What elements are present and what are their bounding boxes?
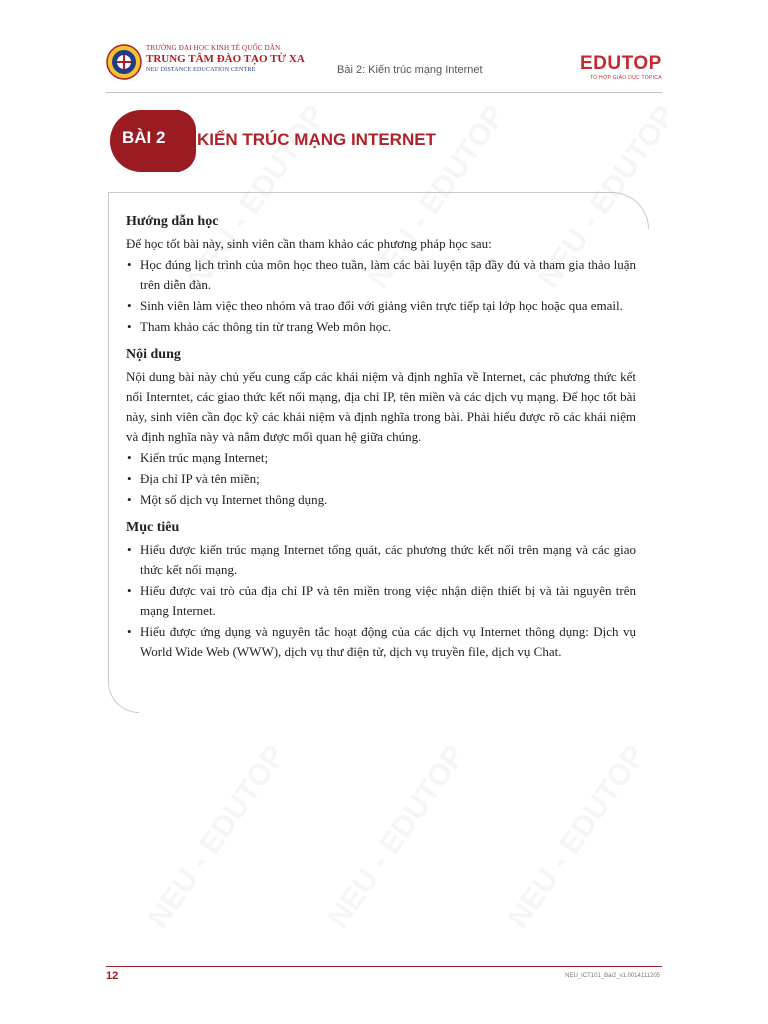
org-line3: NEU DISTANCE EDUCATION CENTRE (146, 67, 256, 73)
section-objectives (126, 518, 636, 662)
brand-subtitle: TỔ HỢP GIÁO DỤC TOPICA (589, 75, 662, 81)
bullet-icon: • (127, 298, 132, 313)
org-line2: TRUNG TÂM ĐÀO TẠO TỪ XA (146, 53, 305, 65)
lesson-number: BÀI 2 (122, 128, 166, 147)
bullet-icon: • (127, 257, 132, 272)
bullet-icon: • (127, 542, 132, 557)
list-item: • Hiểu được ứng dụng và nguyên tắc hoạt động của các dịch vụ Internet thông dụng: Dịch vụ World Wide Web (WWW), dịch vụ thư điện tử, dịch vụ truyền file, dịch vụ Chat. (127, 624, 636, 659)
section-content (126, 345, 636, 510)
lesson-title: KIẾN TRÚC MẠNG INTERNET (197, 130, 436, 149)
list-item: • Hiểu được kiến trúc mạng Internet tổng quát, các phương thức kết nối trên mạng và các giao thức kết nối mạng. (127, 542, 636, 577)
running-title: Bài 2: Kiến trúc mạng Internet (337, 64, 483, 76)
bullet-icon: • (127, 624, 132, 639)
lesson-tab-curve (176, 110, 196, 172)
list-item: • Hiểu được vai trò của địa chỉ IP và tên miền trong việc nhận diện thiết bị và tài nguyên trên mạng Internet. (127, 583, 636, 618)
bullet-list (126, 448, 636, 510)
brand-name: EDUTOP (580, 53, 662, 74)
section-heading: Mục tiêu (126, 520, 180, 535)
bullet-icon: • (127, 319, 132, 334)
bullet-icon: • (127, 450, 132, 465)
section-heading: Nội dung (126, 347, 181, 362)
header-divider (106, 92, 662, 93)
section-heading: Hướng dẫn học (126, 214, 219, 229)
brand-logo (580, 54, 662, 81)
page-number: 12 (106, 970, 119, 982)
section-guide (126, 212, 636, 337)
watermark (142, 739, 293, 934)
footer-divider (106, 966, 662, 967)
bullet-icon: • (127, 492, 132, 507)
document-code: NEU_ICT101_Bai2_v1.0014111205 (565, 973, 660, 979)
list-item: • Sinh viên làm việc theo nhóm và trao đổi với giảng viên trực tiếp tại lớp học hoặc qua email. (126, 296, 636, 316)
list-item: • Học đúng lịch trình của môn học theo tuần, làm các bài luyện tập đầy đủ và tham gia thảo luận trên diễn đàn. (127, 257, 636, 292)
section-intro: Để học tốt bài này, sinh viên cần tham khảo các phương pháp học sau: (126, 236, 492, 251)
list-item: • Một số dịch vụ Internet thông dụng. (126, 490, 636, 510)
watermark (322, 739, 473, 934)
bullet-icon: • (127, 583, 132, 598)
org-logo-text (146, 44, 305, 73)
list-item: • Tham khảo các thông tin từ trang Web môn học. (126, 317, 636, 337)
bullet-list (126, 255, 636, 337)
section-intro: Nội dung bài này chủ yếu cung cấp các khái niệm và định nghĩa về Internet, các phương thức kết nối Interntet, các giao thức kết nối mạng, địa chỉ IP, tên miền và các dịch vụ mạng. Để học tốt bài này, sinh viên cần đọc kỹ các khái niệm và định nghĩa trong bài. Phải hiểu được rõ các khái niệm và định nghĩa này và nắm được mối quan hệ giữa chúng. (126, 369, 636, 444)
org-line1: TRƯỜNG ĐẠI HỌC KINH TẾ QUỐC DÂN (146, 44, 281, 52)
lesson-content (126, 212, 636, 663)
watermark (502, 739, 653, 934)
list-item: • Địa chỉ IP và tên miền; (126, 469, 636, 489)
bullet-list (126, 540, 636, 662)
university-seal-icon (106, 44, 142, 80)
list-item: • Kiến trúc mạng Internet; (126, 448, 636, 468)
bullet-icon: • (127, 471, 132, 486)
page-header (0, 0, 768, 96)
